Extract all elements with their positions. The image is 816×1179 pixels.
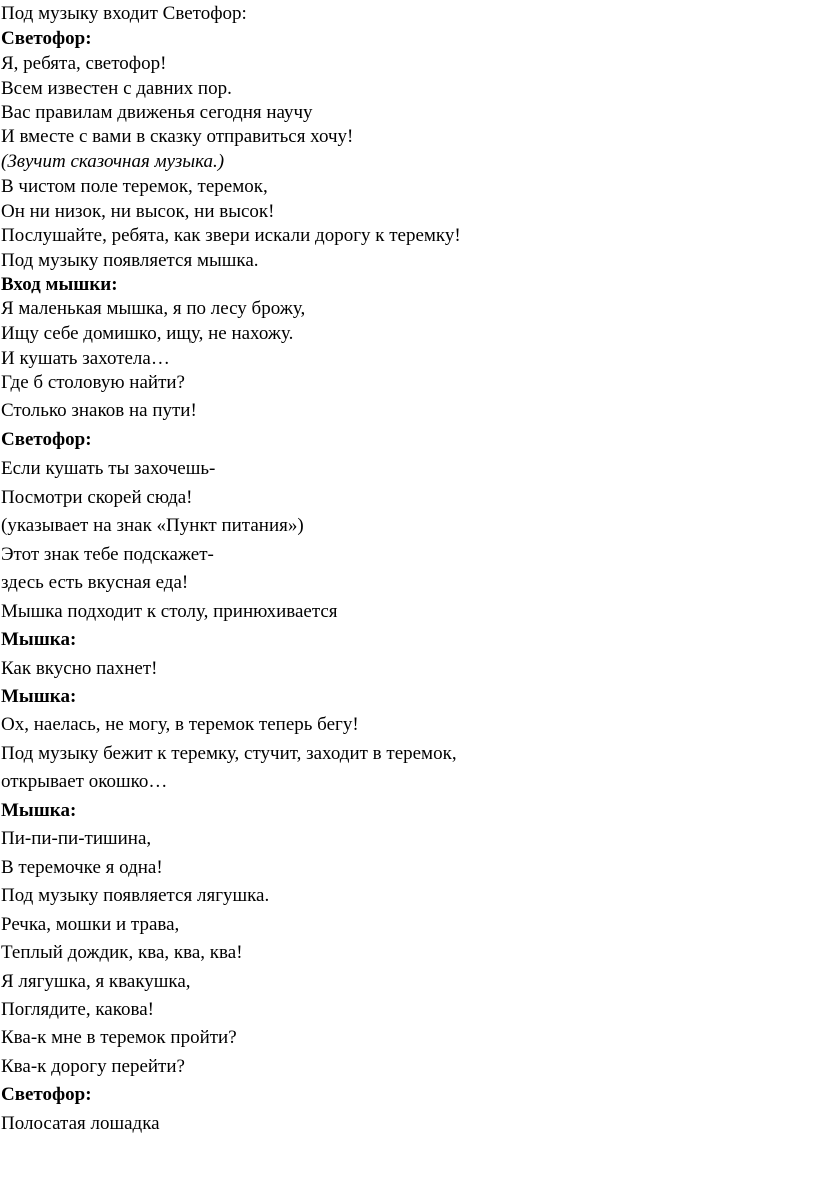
text-line: Ква-к дорогу перейти?: [1, 1056, 185, 1077]
text-line: И вместе с вами в сказку отправиться хочу!: [1, 126, 354, 147]
text-line: Если кушать ты захочешь-: [1, 458, 216, 479]
text-line: Ищу себе домишко, ищу, не нахожу.: [1, 323, 294, 344]
text-line: Полосатая лошадка: [1, 1113, 160, 1134]
text-line: В чистом поле теремок, теремок,: [1, 176, 268, 197]
text-line: здесь есть вкусная еда!: [1, 572, 189, 593]
text-line: (указывает на знак «Пункт питания»): [1, 515, 304, 536]
text-line: Я маленькая мышка, я по лесу брожу,: [1, 298, 306, 319]
text-line: открывает окошко…: [1, 771, 168, 792]
text-line: Где б столовую найти?: [1, 372, 185, 393]
stage-direction: (Звучит сказочная музыка.): [1, 151, 225, 172]
text-line: В теремочке я одна!: [1, 857, 163, 878]
text-line: Мышка подходит к столу, принюхивается: [1, 601, 338, 622]
speaker-heading: Мышка:: [1, 686, 77, 707]
speaker-heading: Мышка:: [1, 800, 77, 821]
text-line: Как вкусно пахнет!: [1, 658, 158, 679]
text-line: Теплый дождик, ква, ква, ква!: [1, 942, 243, 963]
speaker-heading: Вход мышки:: [1, 274, 118, 295]
text-line: Под музыку появляется мышка.: [1, 250, 259, 271]
text-line: Послушайте, ребята, как звери искали дорогу к теремку!: [1, 225, 461, 246]
text-line: Я, ребята, светофор!: [1, 53, 167, 74]
text-line: Речка, мошки и трава,: [1, 914, 180, 935]
speaker-heading: Светофор:: [1, 1084, 92, 1105]
text-line: Этот знак тебе подскажет-: [1, 544, 214, 565]
text-line: Всем известен с давних пор.: [1, 78, 232, 99]
speaker-heading: Светофор:: [1, 28, 92, 49]
text-line: Ква-к мне в теремок пройти?: [1, 1027, 237, 1048]
text-line: Он ни низок, ни высок, ни высок!: [1, 201, 275, 222]
speaker-heading: Светофор:: [1, 429, 92, 450]
text-line: Поглядите, какова!: [1, 999, 154, 1020]
text-line: Под музыку появляется лягушка.: [1, 885, 270, 906]
text-line: Под музыку бежит к теремку, стучит, заходит в теремок,: [1, 743, 457, 764]
speaker-heading: Мышка:: [1, 629, 77, 650]
text-line: Под музыку входит Светофор:: [1, 3, 247, 24]
text-line: Вас правилам движенья сегодня научу: [1, 102, 313, 123]
text-line: Пи-пи-пи-тишина,: [1, 828, 152, 849]
text-line: Посмотри скорей сюда!: [1, 487, 193, 508]
text-line: Я лягушка, я квакушка,: [1, 971, 191, 992]
text-line: И кушать захотела…: [1, 348, 170, 369]
text-line: Столько знаков на пути!: [1, 400, 197, 421]
text-line: Ох, наелась, не могу, в теремок теперь бегу!: [1, 714, 359, 735]
